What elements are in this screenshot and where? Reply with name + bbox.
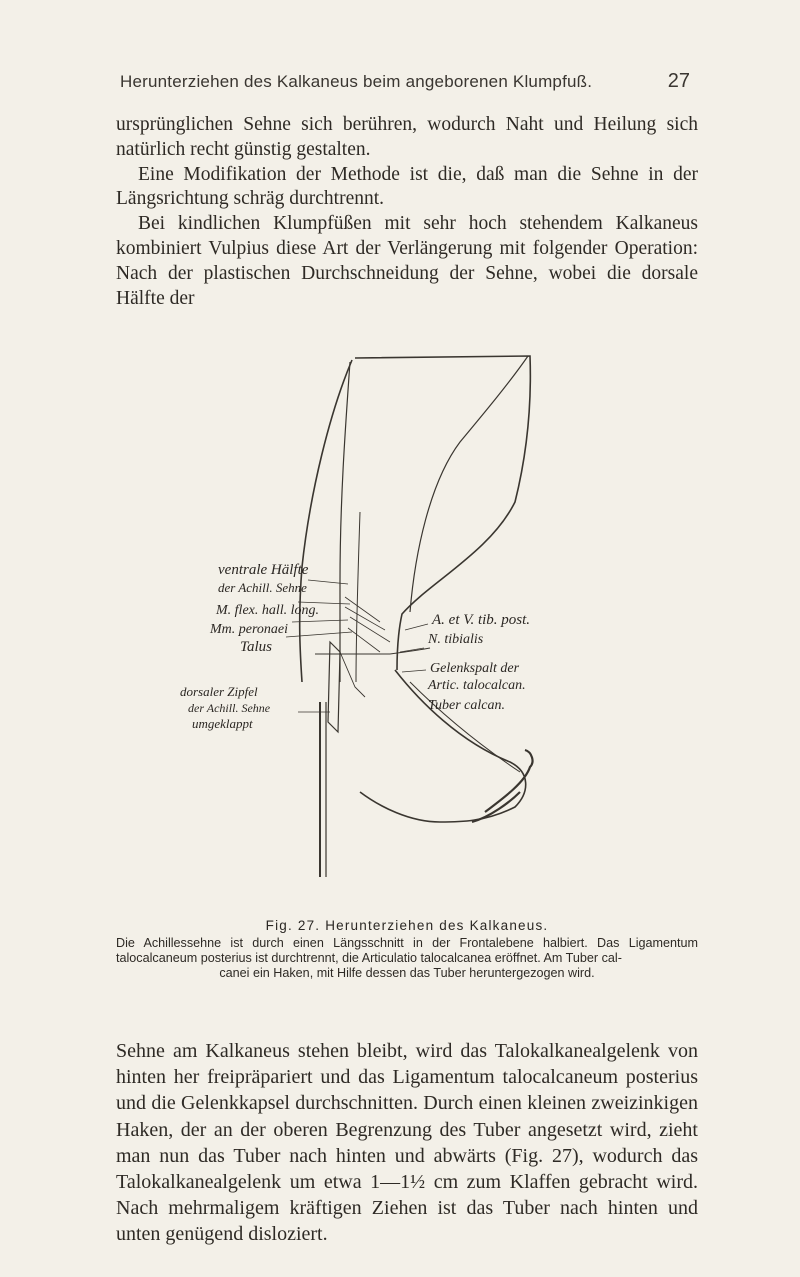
caption-last-line: canei ein Haken, mit Hilfe dessen das Tuber heruntergezogen wird. (219, 965, 595, 980)
label-art-1: A. et V. tib. post. (432, 612, 531, 628)
label-flex: M. flex. hall. long. (216, 603, 320, 618)
label-dorsal-2: der Achill. Sehne (188, 701, 271, 715)
paragraph: Sehne am Kalkaneus stehen bleibt, wird das Talokalkanealgelenk von hinten her freipräpariert und das Ligamentum talocalcaneum posterius und die Gelenkkapsel durchschnitten. Durch einen kleinen zweizinkigen Haken, der an der oberen Begrenzung des Tuber angesetzt wird, zieht man nun das Tuber nach hinten und abwärts (Fig. 27), wodurch das Talokalkanealgelenk um etwa 1—1½ cm zum Klaffen gebracht wird. Nach mehrmaligem kräftigen Ziehen ist das Tuber nach hinten und unten genügend disloziert. (116, 1040, 698, 1246)
anatomical-figure (180, 352, 640, 912)
label-talus: Talus (240, 639, 272, 655)
page-number: 27 (667, 70, 690, 92)
figure-caption (116, 936, 698, 980)
label-art-2: N. tibialis (428, 632, 484, 647)
body-text-top (116, 113, 698, 311)
label-dorsal-1: dorsaler Zipfel (180, 684, 258, 699)
label-peron: Mm. peronaei (210, 622, 289, 637)
body-text-bottom (116, 1038, 698, 1248)
label-gel-1: Gelenkspalt der (430, 661, 520, 676)
label-gel-2: Artic. talocalcan. (428, 678, 526, 693)
label-tuber: Tuber calcan. (428, 698, 505, 713)
header-title: Herunterziehen des Kalkaneus beim angeborenen Klumpfuß. (120, 72, 593, 91)
running-header (120, 70, 690, 104)
figure-illustration (180, 352, 640, 912)
paragraph: ursprünglichen Sehne sich berühren, wodurch Naht und Heilung sich natürlich recht günstig gestalten. (116, 114, 698, 160)
label-ventrale-1: ventrale Hälfte (218, 562, 309, 578)
label-ventrale-2: der Achill. Sehne (218, 580, 307, 595)
label-dorsal-3: umgeklappt (192, 716, 253, 731)
figure-caption-title: Fig. 27. Herunterziehen des Kalkaneus. (265, 918, 549, 933)
caption-text: Die Achillessehne ist durch einen Längsschnitt in der Frontalebene halbiert. Das Ligamentum talocalcaneum posterius ist durchtrennt, die Articulatio talocalcanea eröffnet. Am Tuber cal- (116, 936, 698, 965)
paragraph: Eine Modifikation der Methode ist die, daß man die Sehne in der Längsrichtung schräg durchtrennt. (116, 163, 698, 210)
paragraph: Bei kindlichen Klumpfüßen mit sehr hoch stehendem Kalkaneus kombiniert Vulpius diese Art der Verlängerung mit folgender Operation: Nach der plastischen Durchschneidung der Sehne, wobei die dorsale Hälfte der (116, 213, 698, 309)
